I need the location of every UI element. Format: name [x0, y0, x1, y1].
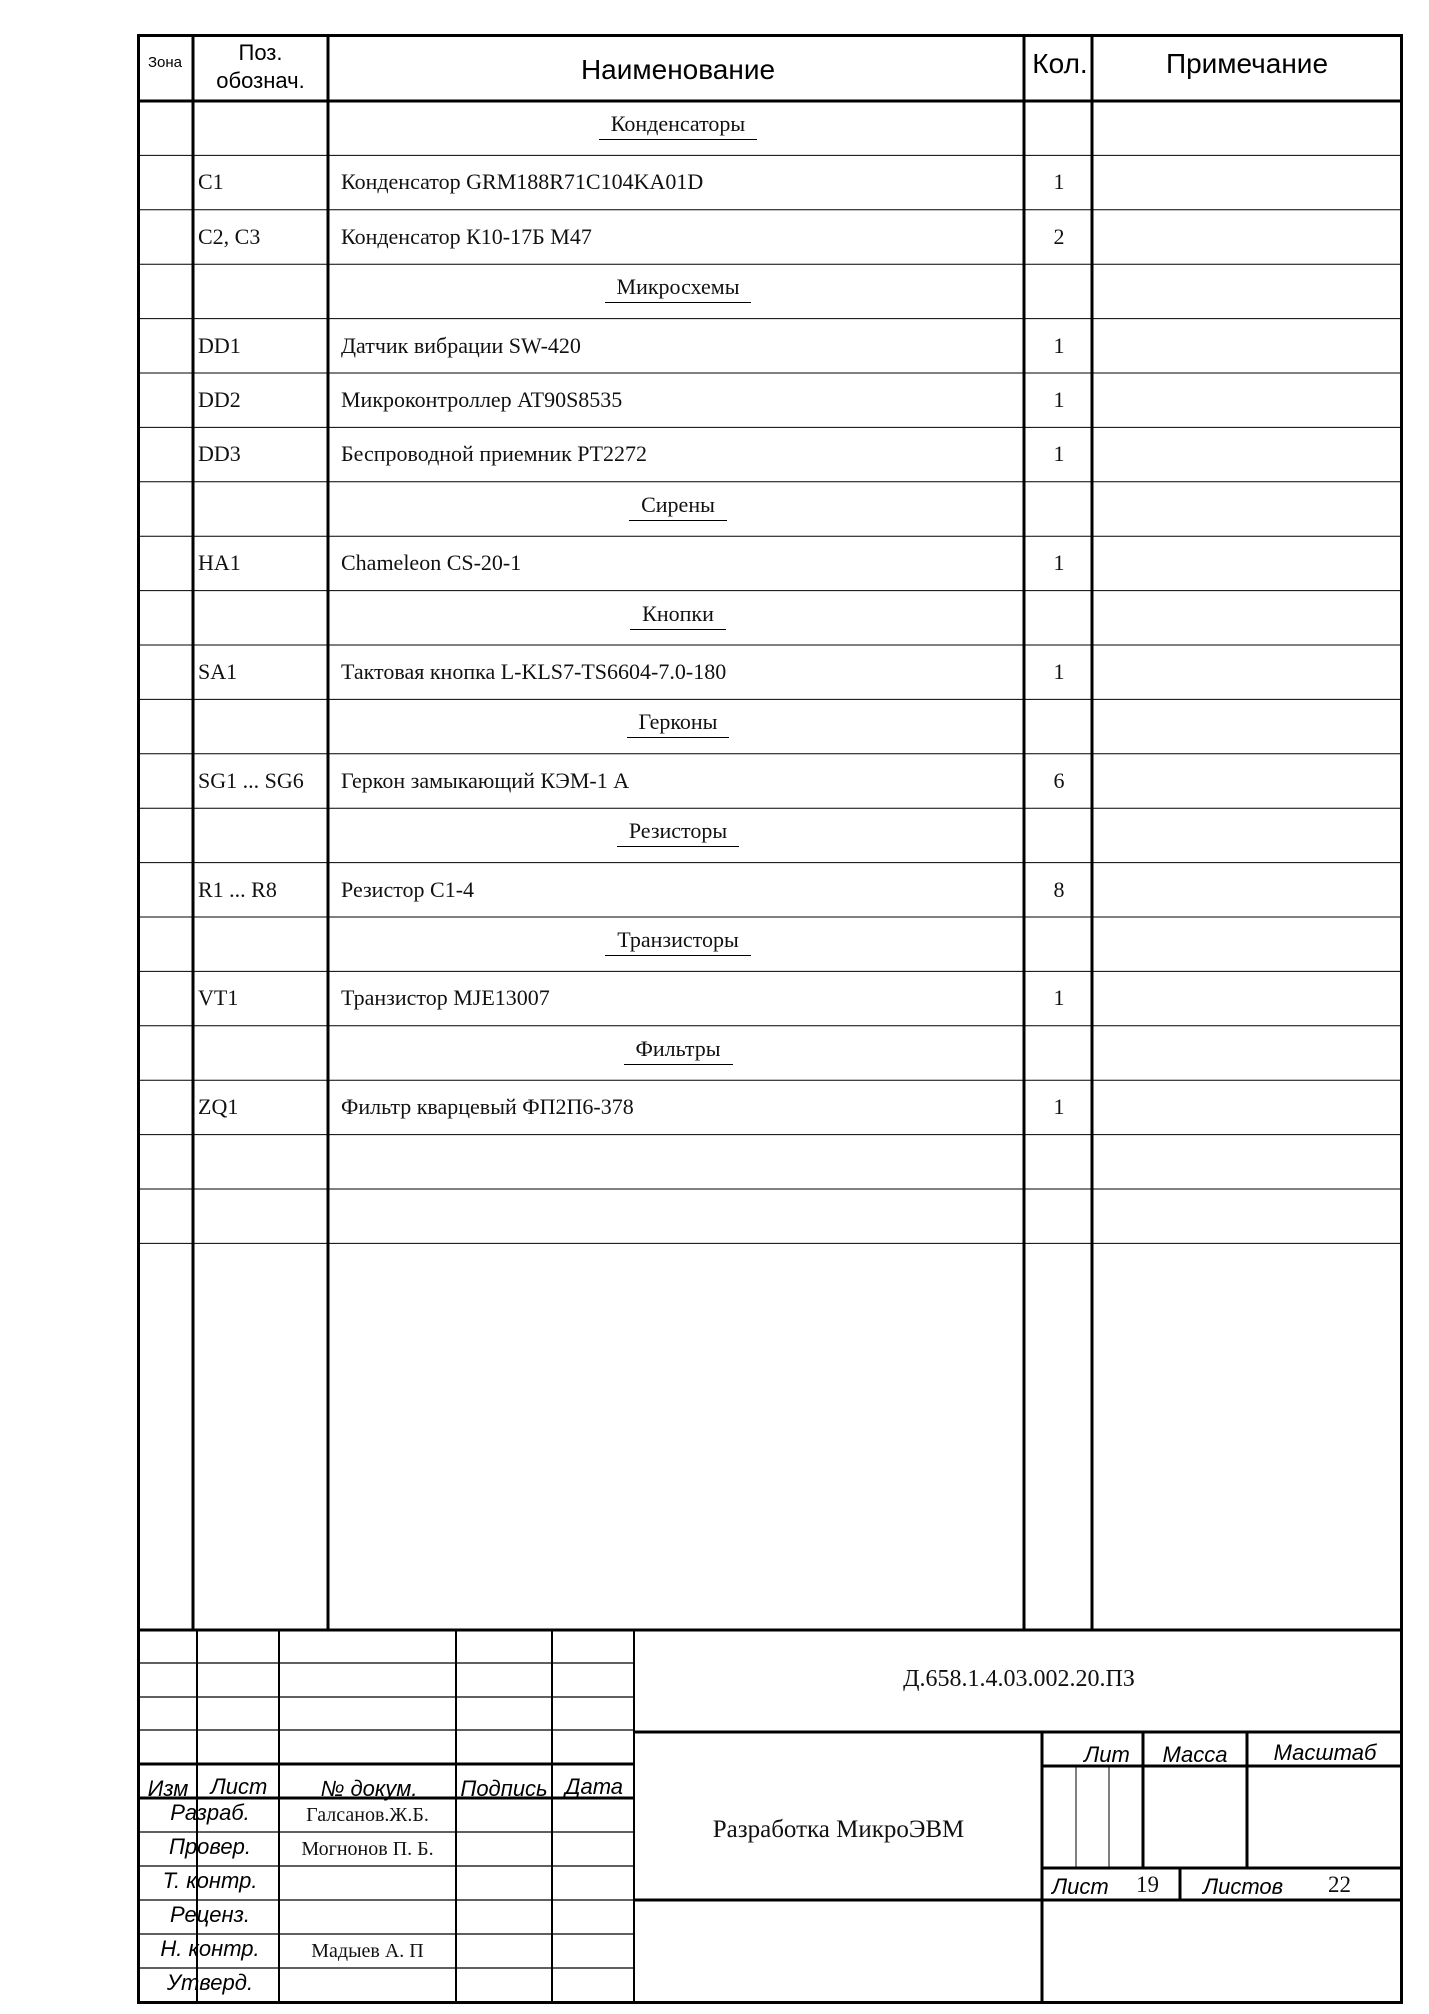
role-label: Реценз.: [170, 1902, 250, 1927]
section-heading: [330, 492, 1026, 521]
row-name: Резистор С1-4: [341, 876, 475, 902]
section-heading: [330, 818, 1026, 847]
section-heading-text: Транзисторы: [605, 927, 750, 956]
row-name: Фильтр кварцевый ФП2П6-378: [341, 1094, 634, 1120]
row-name: Конденсатор GRM188R71C104KA01D: [341, 169, 704, 195]
header-note: Примечание: [1165, 48, 1329, 79]
row-qty: 1: [1053, 659, 1065, 684]
row-qty: 1: [1053, 169, 1065, 195]
header-pos-line2: обознач.: [216, 68, 305, 93]
sheet-value: 19: [1136, 1872, 1159, 1897]
section-heading: [330, 111, 1026, 140]
section-heading: [330, 927, 1026, 956]
section-heading: [330, 1036, 1026, 1065]
section-heading: [330, 601, 1026, 630]
role-label: Н. контр.: [160, 1936, 260, 1961]
row-position: SG1 ... SG6: [198, 767, 304, 793]
section-heading: [330, 709, 1026, 738]
label-sign: Подпись: [460, 1776, 548, 1801]
row-position: VT1: [198, 985, 239, 1011]
row-name: Тактовая кнопка L-KLS7-TS6604-7.0-180: [341, 659, 727, 684]
row-qty: 1: [1053, 985, 1065, 1011]
sheets-value: 22: [1328, 1872, 1351, 1897]
row-qty: 1: [1053, 441, 1065, 467]
role-person: Могнонов П. Б.: [301, 1838, 434, 1860]
label-izm: Изм: [147, 1776, 189, 1801]
section-heading: [330, 274, 1026, 303]
row-name: Конденсатор К10-17Б М47: [341, 223, 592, 249]
row-position: C2, C3: [198, 223, 261, 249]
row-position: ZQ1: [198, 1094, 239, 1120]
section-heading-text: Герконы: [627, 709, 730, 738]
row-position: DD1: [198, 332, 241, 358]
row-name: Датчик вибрации SW-420: [341, 332, 581, 358]
section-heading-text: Сирены: [629, 492, 727, 521]
role-label: Провер.: [169, 1834, 251, 1859]
label-list: Лист: [210, 1774, 268, 1799]
label-doc-no: № докум.: [320, 1776, 418, 1801]
row-qty: 6: [1053, 767, 1065, 793]
row-name: Микроконтроллер AT90S8535: [341, 387, 623, 412]
label-date: Дата: [564, 1774, 624, 1799]
label-sheet: Лист: [1052, 1874, 1109, 1899]
role-label: Т. контр.: [162, 1868, 258, 1893]
row-name: Транзистор MJE13007: [341, 985, 550, 1011]
row-qty: 1: [1053, 550, 1065, 576]
row-qty: 1: [1053, 1094, 1065, 1120]
row-position: DD3: [198, 441, 241, 467]
row-qty: 1: [1053, 387, 1065, 412]
header-name: Наименование: [580, 54, 776, 85]
row-position: C1: [198, 169, 224, 195]
header-qty: Кол.: [1032, 48, 1088, 79]
row-qty: 1: [1053, 332, 1065, 358]
row-qty: 2: [1053, 223, 1065, 249]
row-position: DD2: [198, 387, 241, 412]
role-person: Галсанов.Ж.Б.: [306, 1804, 429, 1826]
section-heading-text: Микросхемы: [605, 274, 752, 303]
section-heading-text: Фильтры: [624, 1036, 733, 1065]
doc-title: Разработка МикроЭВМ: [712, 1816, 965, 1843]
header-zone: Зона: [147, 54, 183, 71]
role-person: Мадыев А. П: [311, 1940, 424, 1962]
label-sheets: Листов: [1203, 1874, 1284, 1899]
label-lit: Лит: [1084, 1742, 1130, 1767]
row-name: Chameleon CS-20-1: [341, 550, 522, 576]
section-heading-text: Кнопки: [630, 601, 726, 630]
header-pos-line1: Поз.: [238, 40, 283, 65]
label-scale: Масштаб: [1273, 1740, 1377, 1765]
section-heading-text: Конденсаторы: [599, 111, 757, 140]
row-name: Геркон замыкающий КЭМ-1 А: [341, 767, 630, 793]
row-qty: 8: [1053, 876, 1065, 902]
row-position: SA1: [198, 659, 238, 684]
row-position: HA1: [198, 550, 241, 576]
doc-code: Д.658.1.4.03.002.20.ПЗ: [903, 1666, 1135, 1692]
row-name: Беспроводной приемник PT2272: [341, 441, 647, 467]
role-label: Разраб.: [170, 1800, 250, 1825]
role-label: Утверд.: [166, 1970, 254, 1995]
section-heading-text: Резисторы: [617, 818, 739, 847]
label-mass: Масса: [1162, 1742, 1228, 1767]
row-position: R1 ... R8: [198, 876, 277, 902]
